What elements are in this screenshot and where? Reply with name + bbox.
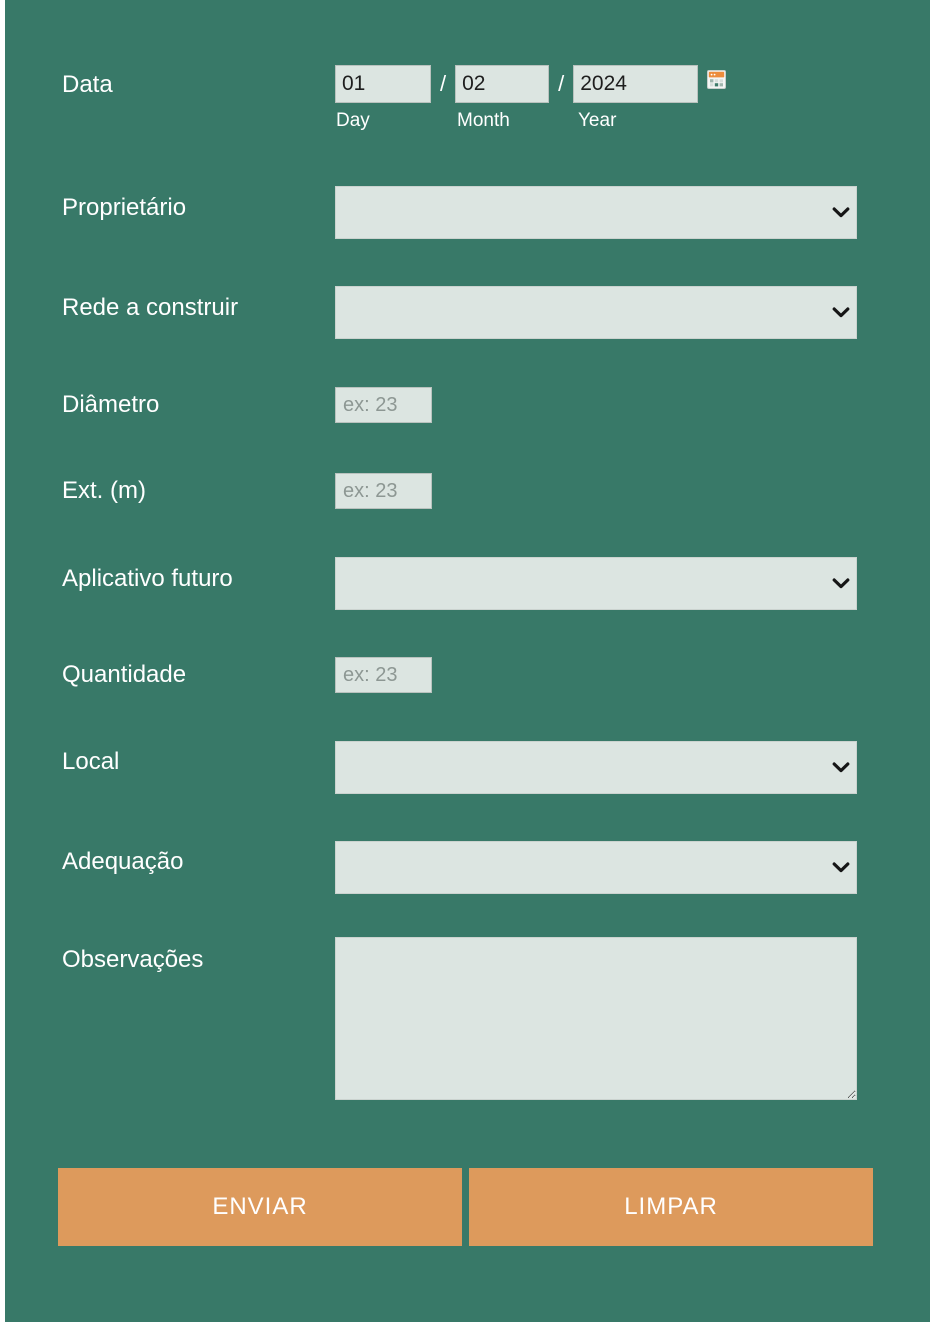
date-inputs-group bbox=[335, 65, 726, 103]
field-label-local: Local bbox=[62, 748, 120, 775]
calendar-picker-button[interactable] bbox=[707, 70, 726, 89]
local-select[interactable] bbox=[335, 741, 857, 794]
field-label-diametro: Diâmetro bbox=[62, 391, 160, 418]
day-caption: Day bbox=[336, 110, 370, 131]
enviar-button[interactable]: ENVIAR bbox=[58, 1168, 462, 1246]
aplicativo-futuro-select[interactable] bbox=[335, 557, 857, 610]
field-label-quantidade: Quantidade bbox=[62, 661, 187, 688]
date-month-input[interactable] bbox=[455, 65, 549, 103]
aplicativo-select-wrap bbox=[335, 557, 857, 610]
date-year-input[interactable] bbox=[573, 65, 698, 103]
field-label-rede: Rede a construir bbox=[62, 294, 239, 321]
field-label-adequacao: Adequação bbox=[62, 848, 184, 875]
diametro-input[interactable] bbox=[335, 387, 432, 423]
adequacao-select[interactable] bbox=[335, 841, 857, 894]
field-label-observacoes: Observações bbox=[62, 946, 204, 973]
date-separator: / bbox=[558, 71, 565, 96]
date-separator: / bbox=[440, 71, 447, 96]
limpar-button[interactable]: LIMPAR bbox=[469, 1168, 873, 1246]
field-label-ext: Ext. (m) bbox=[62, 477, 146, 504]
form-page bbox=[5, 0, 930, 1322]
month-caption: Month bbox=[457, 110, 510, 131]
field-label-proprietario: Proprietário bbox=[62, 194, 187, 221]
calendar-icon bbox=[707, 77, 726, 92]
ext-m-input[interactable] bbox=[335, 473, 432, 509]
proprietario-select-wrap bbox=[335, 186, 857, 239]
quantidade-input[interactable] bbox=[335, 657, 432, 693]
date-field-label: Data bbox=[62, 71, 113, 98]
proprietario-select[interactable] bbox=[335, 186, 857, 239]
rede-a-construir-select[interactable] bbox=[335, 286, 857, 339]
date-day-input[interactable] bbox=[335, 65, 431, 103]
local-select-wrap bbox=[335, 741, 857, 794]
field-label-aplicativo: Aplicativo futuro bbox=[62, 565, 233, 592]
year-caption: Year bbox=[578, 110, 617, 131]
form-actions bbox=[58, 1168, 873, 1246]
adequacao-select-wrap bbox=[335, 841, 857, 894]
rede-select-wrap bbox=[335, 286, 857, 339]
observacoes-textarea[interactable] bbox=[335, 937, 857, 1100]
